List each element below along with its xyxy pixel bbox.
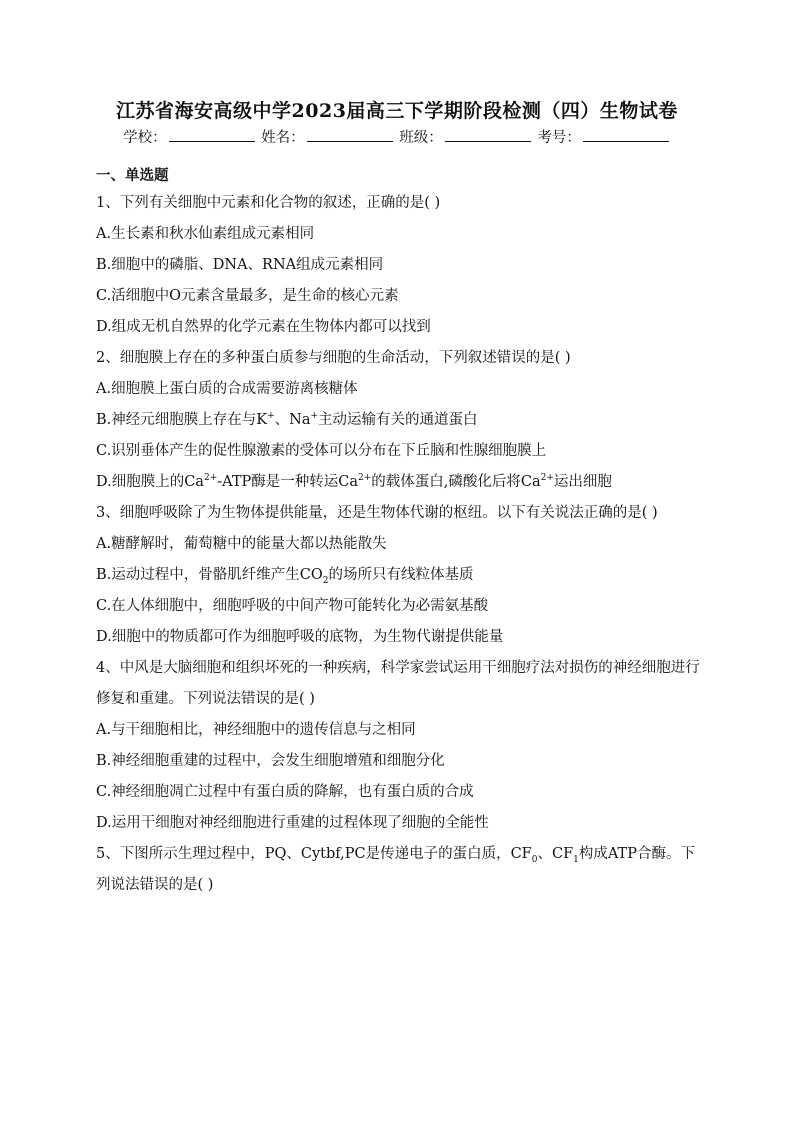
q2-option-c: C.识别垂体产生的促性腺激素的受体可以分布在下丘脑和性腺细胞膜上	[96, 443, 547, 459]
text-part: D.细胞膜上的Ca	[96, 474, 204, 490]
text-part: 、Na	[274, 412, 311, 428]
q3-option-d: D.细胞中的物质都可作为细胞呼吸的底物，为生物代谢提供能量	[96, 629, 504, 645]
q1-option-a: A.生长素和秋水仙素组成元素相同	[96, 226, 315, 242]
question-3-stem: 3、细胞呼吸除了为生物体提供能量，还是生物体代谢的枢纽。以下有关说法正确的是( )	[96, 505, 658, 521]
superscript: 2+	[203, 473, 218, 484]
question-5-stem	[96, 839, 706, 901]
class-label: 班级：	[399, 130, 443, 146]
question-2-stem: 2、细胞膜上存在的多种蛋白质参与细胞的生命活动，下列叙述错误的是( )	[96, 350, 571, 366]
section-heading: 一、单选题	[96, 167, 169, 184]
school-blank[interactable]	[169, 127, 255, 142]
superscript: +	[310, 411, 319, 422]
name-label: 姓名：	[261, 130, 305, 146]
superscript: +	[267, 411, 275, 422]
superscript: 2+	[358, 473, 372, 484]
q1-option-b: B.细胞中的磷脂、DNA、RNA组成元素相同	[96, 257, 384, 273]
text-part: B.运动过程中，骨骼肌纤维产生CO	[96, 567, 323, 583]
subscript: 1	[573, 854, 579, 865]
school-label: 学校：	[123, 130, 167, 146]
text-part: 构成ATP合酶。下列说法错误的是( )	[96, 846, 695, 893]
question-1-stem: 1、下列有关细胞中元素和化合物的叙述，正确的是( )	[96, 195, 441, 211]
exam-number-label: 考号：	[537, 130, 581, 146]
q1-option-d: D.组成无机自然界的化学元素在生物体内都可以找到	[96, 319, 431, 335]
student-info-row	[0, 126, 794, 147]
q3-option-b	[96, 560, 706, 591]
text-part: 的场所只有线粒体基质	[328, 567, 474, 583]
class-blank[interactable]	[445, 127, 531, 142]
q2-option-d	[96, 467, 706, 498]
exam-number-blank[interactable]	[583, 127, 669, 142]
text-part: 的载体蛋白,磷酸化后将Ca	[371, 474, 541, 490]
text-part: 、CF	[537, 846, 574, 862]
question-4-stem: 4、中风是大脑细胞和组织坏死的一种疾病，科学家尝试运用干细胞疗法对损伤的神经细胞进行修复和重建。下列说法错误的是( )	[96, 660, 700, 707]
questions-area	[96, 166, 706, 901]
q3-option-c: C.在人体细胞中，细胞呼吸的中间产物可能转化为必需氨基酸	[96, 598, 489, 614]
text-part: B.神经元细胞膜上存在与K	[96, 412, 268, 428]
q3-option-a: A.糖酵解时，葡萄糖中的能量大都以热能散失	[96, 536, 387, 552]
q4-option-b: B.神经细胞重建的过程中，会发生细胞增殖和细胞分化	[96, 753, 445, 769]
text-part: 主动运输有关的通道蛋白	[318, 412, 478, 428]
q4-option-a: A.与干细胞相比，神经细胞中的遗传信息与之相同	[96, 722, 416, 738]
superscript: 2+	[540, 473, 554, 484]
page-title: 江苏省海安高级中学2023届高三下学期阶段检测（四）生物试卷	[116, 100, 678, 122]
text-part: -ATP酶是一种转运Ca	[217, 474, 358, 490]
name-blank[interactable]	[307, 127, 393, 142]
subscript: 2	[322, 575, 329, 586]
q4-option-c: C.神经细胞凋亡过程中有蛋白质的降解，也有蛋白质的合成	[96, 784, 474, 800]
subscript: 0	[531, 854, 538, 865]
q1-option-c: C.活细胞中O元素含量最多，是生命的核心元素	[96, 288, 399, 304]
text-part: 5、下图所示生理过程中，PQ、Cytbf,PC是传递电子的蛋白质，CF	[96, 846, 532, 862]
q2-option-b	[96, 405, 706, 436]
text-part: 运出细胞	[553, 474, 612, 490]
q2-option-a: A.细胞膜上蛋白质的合成需要游离核糖体	[96, 381, 358, 397]
q4-option-d: D.运用干细胞对神经细胞进行重建的过程体现了细胞的全能性	[96, 815, 489, 831]
